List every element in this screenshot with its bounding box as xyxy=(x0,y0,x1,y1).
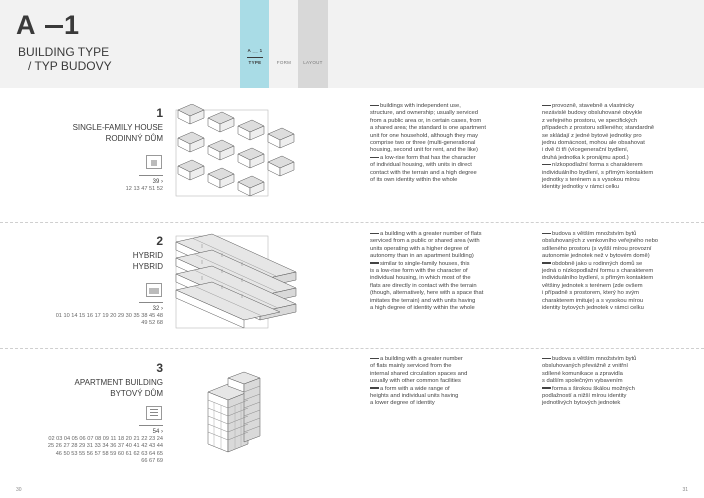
project-codes: 12 13 47 51 52 xyxy=(125,186,163,192)
page-ref[interactable]: 54 › xyxy=(152,429,163,435)
title-dash xyxy=(45,25,63,28)
single-family-house-illustration xyxy=(172,104,300,200)
row-name-en: HYBRID xyxy=(132,251,163,260)
description-en: buildings with independent use, structure, and ownership; usually serviced from a public area or, in certain cases, from a shared area; the standard is one apartment unit for one household, although they may comprise two or three (multi-generational housing, second unit for rent, and the like) a low-rise form that has the character of individual housing, with units in direct contact with the terrain and a high degree of its own identity within the whole xyxy=(370,103,487,184)
row-number: 2 xyxy=(156,234,163,248)
description-cz: budova s větším množstvím bytů obsluhovaných z venkovního veřejného nebo sdíleného prostoru (s vyšší mírou provozní autonomie jednotek než v bytovém domě) obdobně jako u rodinných domů se jedná o nízkopodlažní formu s charakterem individuálního bydlení, s přímým kontaktem většiny jednotek s terénem (zde ovšem i případně s prostorem, který ho svým charakterem imituje) a s vysokou mírou identity bytových jednotek v rámci celku xyxy=(542,231,659,312)
row-name-cz: HYBRID xyxy=(132,262,163,271)
row-divider xyxy=(0,222,704,223)
header-band xyxy=(0,0,704,88)
page-ref[interactable]: 32 › xyxy=(152,306,163,312)
row-name-en: APARTMENT BUILDING xyxy=(74,378,163,387)
row-name-cz: RODINNÝ DŮM xyxy=(105,134,163,143)
apartment-building-icon xyxy=(146,406,162,420)
page-title: A 1 xyxy=(16,10,81,40)
description-en: a building with a greater number of flats mainly serviced from the internal shared circulation spaces and usually with other common facilities a form with a wide range of heights and individual units having a lower degree of identity xyxy=(370,356,468,407)
row-divider xyxy=(0,348,704,349)
project-codes: 02 03 04 05 06 07 08 09 11 18 20 21 22 23 24 25 26 27 28 29 31 33 34 36 37 40 41 42 43 44 46 50 53 55 56 57 58 59 60 61 62 63 64 65 66 67 69 xyxy=(47,436,163,465)
apartment-building-illustration xyxy=(204,366,268,462)
row-number: 3 xyxy=(156,361,163,375)
row-number: 1 xyxy=(156,106,163,120)
subtitle-en: BUILDING TYPE xyxy=(18,45,110,59)
description-cz: provozně, stavebně a vlastnicky nezávislé budovy obsluhované obvykle z veřejného prostoru, ve specifických případech z prostoru sdíleného; standardně se skládají z jedné bytové jednotky pro jednu domácnost, mohou ale obsahovat i dvě či tři (vícegenerační bydlení, druhá jednotka k pronájmu apod.) nízkopodlažní forma s charakterem individuálního bydlení, s přímým kontaktem jednotky s terénem a s vysokou mírou identity jednotky v rámci celku xyxy=(542,103,655,191)
description-en: a building with a greater number of flats serviced from a public or shared area (with units operating with a higher degree of autonomy than in an apartment building) similar to single-family houses, this is a low-rise form with the character of individual housing, in which most of the flats are directly in contact with the terrain (though, alternatively, here with a space that imitates the terrain) and with units having a high degree of identity within the whole xyxy=(370,231,484,312)
page-ref-rule xyxy=(139,175,163,176)
page-number-right: 31 xyxy=(682,487,688,493)
single-family-house-icon xyxy=(146,155,162,169)
tab-type-label: TYPE xyxy=(248,60,262,65)
description-cz: budova s větším množstvím bytů obsluhovaných převážně z vnitřní sdílené komunikace a zpravidla s dalším společným vybavením forma s širokou škálou možných podlažností a nižší mírou identity jednotlivých bytových jednotek xyxy=(542,356,637,407)
row-name-cz: BYTOVÝ DŮM xyxy=(110,389,163,398)
tab-layout[interactable] xyxy=(298,0,328,88)
page-ref-rule xyxy=(139,302,163,303)
tab-type-code: A __ 1 xyxy=(247,48,263,53)
page-number-left: 30 xyxy=(16,487,22,493)
tab-type[interactable] xyxy=(240,0,270,88)
page-ref-rule xyxy=(139,425,163,426)
tab-layout-label: LAYOUT xyxy=(303,60,323,65)
hybrid-illustration xyxy=(172,232,300,332)
subtitle-cz: / TYP BUDOVY xyxy=(28,59,112,73)
tab-form-label: FORM xyxy=(276,60,292,65)
page-ref[interactable]: 39 › xyxy=(152,179,163,185)
row-name-en: SINGLE-FAMILY HOUSE xyxy=(72,123,163,132)
hybrid-house-icon xyxy=(146,283,162,297)
tab-divider xyxy=(247,57,263,58)
project-codes: 01 10 14 15 16 17 19 20 29 30 35 38 45 48 49 52 68 xyxy=(55,313,163,327)
tab-form[interactable] xyxy=(269,0,299,88)
